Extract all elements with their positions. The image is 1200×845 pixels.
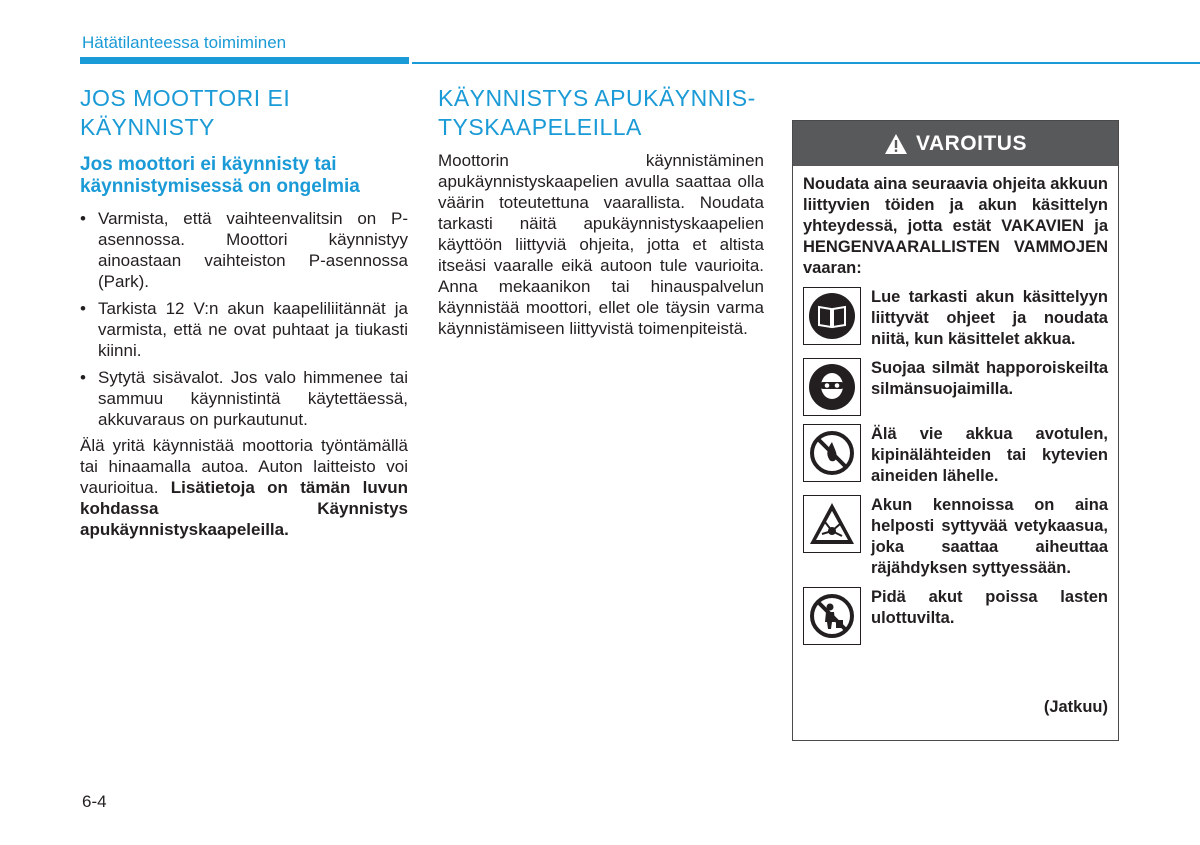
middle-paragraph: Moottorin käynnistäminen apukäynnistyskaapelien avulla saattaa olla väärin toteutettuna vaarallista. Noudata tarkasti näitä apukäynnistyskaapelien käyttöön liittyviä ohjeita, jotta et altista itseäsi vaaralle eikä autoon tule vaurioita. Anna mekaanikon tai hinauspalvelun käynnistää moottori, ellet ole täysin varma käynnistämiseen liittyvistä toimenpiteistä. — [438, 151, 764, 338]
warning-box — [792, 120, 1119, 741]
page-number: 6-4 — [82, 792, 107, 811]
warning-item — [803, 424, 1108, 487]
warning-item — [803, 587, 1108, 645]
bullet-list — [80, 208, 408, 430]
left-heading-line1: JOS MOOTTORI EI — [80, 85, 291, 111]
bullet-item: • Tarkista 12 V:n akun kaapeliliitännät ja varmista, että ne ovat puhtaat ja tiukasti kiinni. — [80, 299, 408, 360]
warning-intro: Noudata aina seuraavia ohjeita akkuun liittyvien töiden ja akun käsittelyn yhteydessä, jotta estät VAKAVIEN ja HENGENVAARALLISTEN VAMMOJEN vaaran: — [803, 175, 1108, 277]
warning-header — [793, 121, 1118, 166]
bullet-item: • Varmista, että vaihteenvalitsin on P-asennossa. Moottori käynnistyy ainoastaan vaihteiston P-asennossa (Park). — [80, 209, 408, 291]
continued-note: (Jatkuu) — [1043, 698, 1108, 716]
warning-item-text: Akun kennoissa on aina helposti syttyvää vetykaasua, joka saattaa aiheuttaa räjähdyksen syttyessään. — [871, 496, 1108, 577]
bullet-text: Sytytä sisävalot. Jos valo himmenee tai sammuu käynnistintä käytettäessä, akkuvaraus on purkautunut. — [98, 368, 408, 429]
bullet-text: Tarkista 12 V:n akun kaapeliliitännät ja varmista, että ne ovat puhtaat ja tiukasti kiinni. — [98, 299, 408, 360]
left-heading-line2: KÄYNNISTY — [80, 114, 215, 140]
warning-item-text: Älä vie akkua avotulen, kipinälähteiden tai kytevien aineiden lähelle. — [871, 425, 1108, 485]
left-subheading: Jos moottori ei käynnisty tai käynnistymisessä on ongelmia — [80, 154, 360, 197]
paragraph-text: Älä yritä käynnistää moottoria työntämällä tai hinaamalla autoa. Auton laitteisto voi vaurioitua. — [80, 436, 408, 497]
explosive-gas-icon — [803, 495, 861, 553]
paragraph-bold-text: Lisätietoja on tämän luvun kohdassa Käynnistys apukäynnistyskaapeleilla. — [80, 478, 408, 539]
middle-column-body — [438, 150, 764, 339]
warning-item — [803, 358, 1108, 416]
middle-heading-line2: TYSKAAPELEILLA — [438, 114, 642, 140]
header-bar — [80, 57, 409, 64]
middle-heading-line1: KÄYNNISTYS APUKÄYNNIS- — [438, 85, 756, 111]
read-manual-icon — [803, 287, 861, 345]
bullet-text: Varmista, että vaihteenvalitsin on P-asennossa. Moottori käynnistyy ainoastaan vaihteiston P-asennossa (Park). — [98, 209, 408, 291]
warning-item-text: Suojaa silmät happoroiskeilta silmänsuojaimilla. — [871, 359, 1108, 398]
warning-item — [803, 495, 1108, 579]
header-rule — [412, 62, 1200, 64]
left-heading — [80, 84, 290, 142]
no-open-flame-icon — [803, 424, 861, 482]
warning-triangle-icon — [884, 133, 908, 155]
left-paragraph — [80, 435, 408, 540]
eye-protection-icon — [803, 358, 861, 416]
middle-heading — [438, 84, 756, 142]
warning-item-text: Pidä akut poissa lasten ulottuvilta. — [871, 588, 1108, 627]
section-title: Hätätilanteessa toimiminen — [82, 33, 287, 52]
warning-item — [803, 287, 1108, 350]
warning-title: VAROITUS — [916, 131, 1027, 155]
left-column-body — [80, 208, 408, 540]
warning-item-text: Lue tarkasti akun käsittelyyn liittyvät ohjeet ja noudata niitä, kun käsittelet akkua. — [871, 288, 1108, 348]
bullet-item: • Sytytä sisävalot. Jos valo himmenee tai sammuu käynnistintä käytettäessä, akkuvaraus on purkautunut. — [80, 368, 408, 429]
keep-away-children-icon — [803, 587, 861, 645]
